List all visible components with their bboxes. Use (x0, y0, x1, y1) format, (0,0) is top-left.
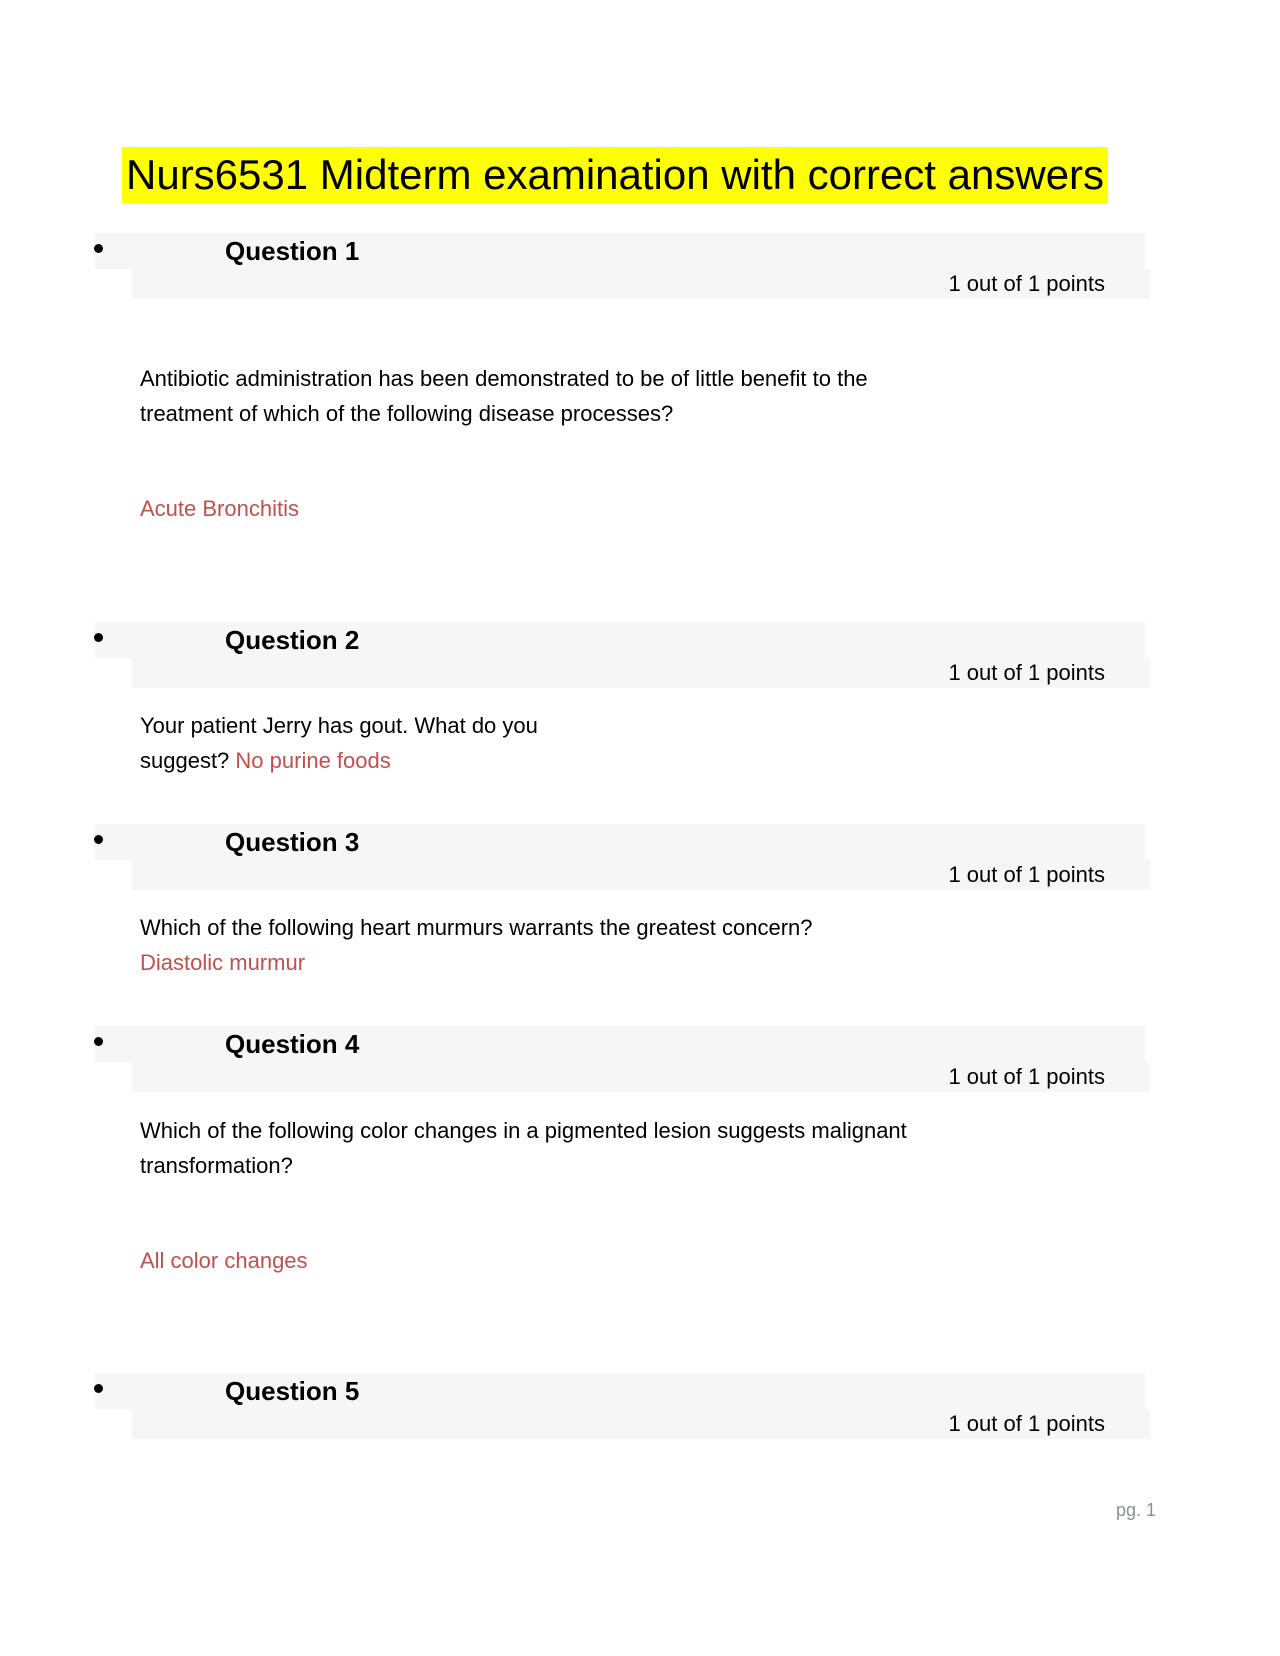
question-2-prompt-text: suggest? (140, 748, 230, 773)
question-4-prompt-line-1: Which of the following color changes in a pigmented lesion suggests malignant (140, 1118, 907, 1143)
question-1-answer: Acute Bronchitis (140, 496, 299, 521)
document-title: Nurs6531 Midterm examination with correct answers (122, 147, 1108, 203)
question-3-answer: Diastolic murmur (140, 950, 306, 975)
bullet-icon (94, 633, 103, 642)
bullet-icon (94, 835, 103, 844)
question-2-prompt-line-1: Your patient Jerry has gout. What do you (140, 713, 538, 738)
question-points: 1 out of 1 points (948, 862, 1105, 887)
question-points: 1 out of 1 points (948, 271, 1105, 296)
question-title: Question 4 (225, 1029, 360, 1059)
question-points: 1 out of 1 points (948, 660, 1105, 685)
question-1-prompt-line-1: Antibiotic administration has been demonstrated to be of little benefit to the (140, 366, 868, 391)
question-title: Question 5 (225, 1376, 360, 1406)
question-3-prompt: Which of the following heart murmurs warrants the greatest concern? (140, 915, 813, 940)
page-number: pg. 1 (1116, 1500, 1157, 1520)
question-2-answer: No purine foods (235, 748, 391, 773)
question-4-prompt-line-2: transformation? (140, 1153, 293, 1178)
question-4-answer: All color changes (140, 1248, 308, 1273)
question-points: 1 out of 1 points (948, 1411, 1105, 1436)
bullet-icon (94, 1384, 103, 1393)
question-title: Question 3 (225, 827, 360, 857)
question-points: 1 out of 1 points (948, 1064, 1105, 1089)
question-title: Question 1 (225, 236, 360, 266)
question-2-prompt-line-2 (140, 743, 391, 778)
bullet-icon (94, 244, 103, 253)
bullet-icon (94, 1037, 103, 1046)
question-title: Question 2 (225, 625, 360, 655)
question-1-prompt-line-2: treatment of which of the following disease processes? (140, 401, 674, 426)
